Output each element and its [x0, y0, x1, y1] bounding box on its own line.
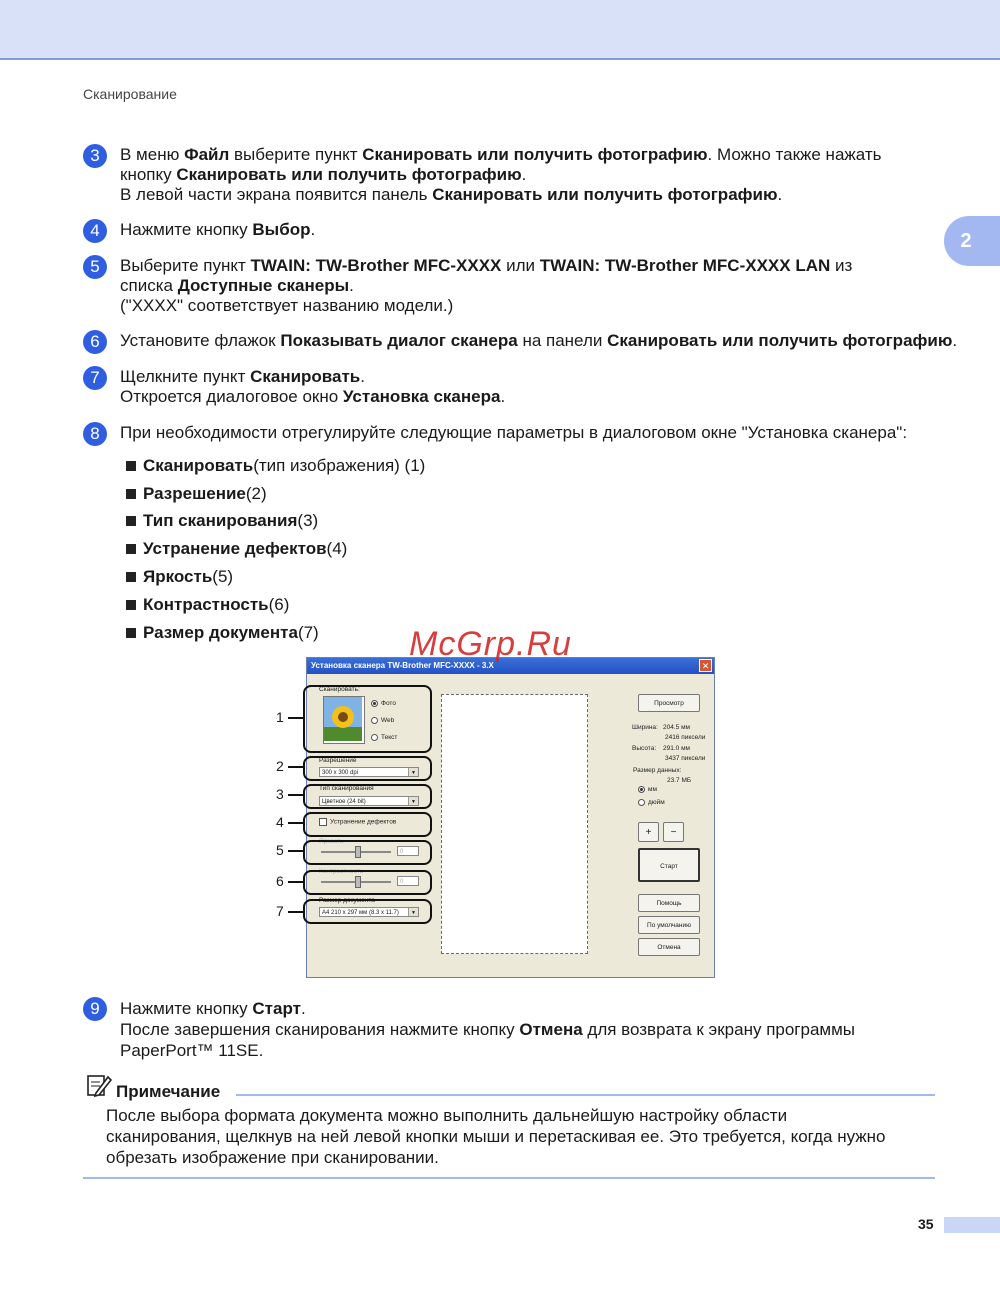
text-run: В меню — [120, 145, 185, 164]
step-number: 7 — [83, 366, 107, 390]
text-run: списка — [120, 276, 178, 295]
defects-checkbox[interactable]: Устранение дефектов — [319, 818, 396, 826]
callout-number: 6 — [276, 873, 284, 889]
list-item: Контрастность (6) — [126, 591, 425, 619]
text-run: . — [349, 276, 354, 295]
bold-term: Доступные сканеры — [177, 276, 350, 295]
step-3 — [83, 145, 943, 205]
zoom-in-icon[interactable]: + — [638, 822, 659, 842]
step-line — [120, 276, 943, 296]
text-run: . — [777, 185, 783, 204]
callout-line — [288, 766, 304, 768]
close-button[interactable]: ✕ — [699, 659, 712, 672]
callout-box — [303, 685, 432, 753]
text-run: . Можно также нажать — [707, 145, 882, 164]
note-icon — [86, 1073, 110, 1097]
text-run: . — [952, 331, 958, 350]
step-line — [120, 1019, 943, 1040]
step-number: 5 — [83, 255, 107, 279]
text-run: После завершения сканирования нажмите кнопку — [120, 1020, 520, 1039]
text-run: . — [360, 367, 365, 386]
bold-term: Выбор — [252, 220, 311, 239]
resolution-select[interactable]: 300 x 300 dpi ▼ — [319, 767, 419, 777]
step-line — [120, 998, 943, 1019]
bold-term: TWAIN: TW-Brother MFC-XXXX LAN — [539, 256, 831, 275]
bold-term: Установка сканера — [342, 387, 501, 406]
width-px: 2416 пиксели — [665, 734, 706, 741]
note-line-text: После выбора формата документа можно выполнить дальнейшую настройку области — [106, 1106, 788, 1125]
unit-mm-radio[interactable]: мм — [638, 786, 657, 793]
parameter-list — [126, 452, 425, 647]
text-run: . — [521, 165, 527, 184]
text-run: Откроется диалоговое окно — [120, 387, 343, 406]
data-size-label: Размер данных: — [633, 767, 682, 774]
callout-line — [288, 822, 304, 824]
contrast-value[interactable]: 0 — [397, 876, 419, 886]
header-band — [0, 0, 1000, 60]
step-line — [120, 1040, 943, 1061]
callout-box — [303, 756, 432, 781]
callout-number: 3 — [276, 786, 284, 802]
note-body — [106, 1105, 936, 1168]
list-item: Разрешение (2) — [126, 480, 425, 508]
callout-line — [288, 911, 304, 913]
height-px: 3437 пиксели — [665, 755, 706, 762]
bold-term: Сканировать — [250, 367, 361, 386]
step-6 — [83, 331, 958, 351]
callout-number: 4 — [276, 814, 284, 830]
callout-line — [288, 794, 304, 796]
callout-number: 5 — [276, 842, 284, 858]
option-text[interactable]: Текст — [371, 734, 397, 741]
preview-button[interactable]: Просмотр — [638, 694, 700, 712]
data-size-value: 23.7 МБ — [667, 777, 692, 784]
step-9 — [83, 998, 943, 1061]
step-number: 8 — [83, 422, 107, 446]
text-run: PaperPort™ 11SE. — [120, 1041, 264, 1060]
bold-term: Сканировать или получить фотографию — [176, 165, 522, 184]
step-number: 9 — [83, 997, 107, 1021]
step-8 — [83, 423, 943, 443]
option-web[interactable]: Web — [371, 717, 394, 724]
page-number: 35 — [918, 1216, 934, 1232]
bold-term: Файл — [184, 145, 230, 164]
note-line-text: обрезать изображение при сканировании. — [106, 1148, 439, 1167]
callout-line — [288, 881, 304, 883]
list-item: Сканировать (тип изображения) (1) — [126, 452, 425, 480]
step-number: 4 — [83, 219, 107, 243]
doc-size-label: Размер документа — [319, 897, 375, 904]
step-number: 6 — [83, 330, 107, 354]
callout-number: 2 — [276, 758, 284, 774]
bold-term: Отмена — [519, 1020, 583, 1039]
cancel-button[interactable]: Отмена — [638, 938, 700, 956]
chapter-tab: 2 — [944, 216, 1000, 266]
note-line-text: сканирования, щелкнув на ней левой кнопки мыши и перетаскивая ее. Это требуется, когда нужно — [106, 1127, 886, 1146]
page-bar — [944, 1217, 1000, 1233]
note-bottom-divider — [83, 1177, 935, 1179]
bold-term: TWAIN: TW-Brother MFC-XXXX — [250, 256, 502, 275]
callout-box — [303, 840, 432, 865]
text-run: Установите флажок — [120, 331, 281, 350]
start-button[interactable]: Старт — [638, 848, 700, 882]
step-line — [120, 387, 943, 407]
step-line — [120, 367, 943, 387]
width-label: Ширина: — [632, 724, 658, 731]
default-button[interactable]: По умолчанию — [638, 916, 700, 934]
text-run: . — [500, 387, 506, 406]
step-line — [120, 185, 943, 205]
text-run: ("XXXX" соответствует названию модели.) — [120, 296, 454, 315]
callout-box — [303, 812, 432, 837]
text-run: . — [300, 999, 306, 1018]
zoom-out-icon[interactable]: − — [663, 822, 684, 842]
list-item: Устранение дефектов (4) — [126, 535, 425, 563]
bold-term: Старт — [252, 999, 301, 1018]
text-run: При необходимости отрегулируйте следующие параметры в диалоговом окне "Установка сканера": — [120, 423, 908, 442]
dialog-title: Установка сканера TW-Brother MFC-XXXX - 3.X — [307, 658, 714, 674]
step-line — [120, 220, 943, 240]
text-run: или — [501, 256, 540, 275]
text-run: Нажмите кнопку — [120, 220, 253, 239]
preview-area[interactable] — [441, 694, 588, 954]
contrast-label: Контрастность — [319, 868, 364, 875]
text-run: . — [310, 220, 316, 239]
step-line — [120, 165, 943, 185]
list-item: Яркость (5) — [126, 563, 425, 591]
step-line — [120, 331, 958, 351]
height-label: Высота: — [632, 745, 657, 752]
step-number: 3 — [83, 144, 107, 168]
text-run: на панели — [517, 331, 608, 350]
callout-box — [303, 899, 432, 924]
text-run: В левой части экрана появится панель — [120, 185, 433, 204]
bold-term: Сканировать или получить фотографию — [607, 331, 953, 350]
scanner-dialog-figure — [270, 625, 730, 982]
step-4 — [83, 220, 943, 240]
help-button[interactable]: Помощь — [638, 894, 700, 912]
callout-box — [303, 870, 432, 895]
unit-inch-radio[interactable]: дюйм — [638, 799, 665, 806]
callout-box — [303, 784, 432, 809]
text-run: кнопку — [120, 165, 177, 184]
callout-line — [288, 850, 304, 852]
list-item: Тип сканирования (3) — [126, 508, 425, 536]
text-run: из — [830, 256, 853, 275]
list-item: Размер документа (7) — [126, 619, 425, 647]
height-mm: 291.0 мм — [663, 745, 691, 752]
note-title: Примечание — [116, 1082, 221, 1101]
doc-size-select[interactable]: A4 210 x 297 мм (8.3 x 11.7) ▼ — [319, 907, 419, 917]
text-run: выберите пункт — [229, 145, 363, 164]
scan-type-label: Тип сканирования — [319, 785, 374, 792]
step-line — [120, 145, 943, 165]
step-line — [120, 423, 943, 443]
text-run: Нажмите кнопку — [120, 999, 253, 1018]
scan-type-select[interactable]: Цветное (24 bit) ▼ — [319, 796, 419, 806]
callout-number: 1 — [276, 709, 284, 725]
step-5 — [83, 256, 943, 316]
step-7 — [83, 367, 943, 407]
note-divider — [236, 1094, 935, 1096]
option-photo[interactable]: Фото — [371, 700, 396, 707]
text-run: для возврата к экрану программы — [582, 1020, 856, 1039]
callout-number: 7 — [276, 903, 284, 919]
brightness-label: Яркость — [319, 838, 344, 845]
text-run: Выберите пункт — [120, 256, 251, 275]
section-title: Сканирование — [83, 86, 177, 102]
bold-term: Показывать диалог сканера — [280, 331, 518, 350]
scan-label: Сканировать: — [319, 686, 360, 693]
step-line — [120, 296, 943, 316]
width-mm: 204.5 мм — [663, 724, 691, 731]
resolution-label: Разрешение — [319, 757, 357, 764]
bold-term: Сканировать или получить фотографию — [432, 185, 778, 204]
text-run: Щелкните пункт — [120, 367, 251, 386]
step-line — [120, 256, 943, 276]
callout-line — [288, 717, 304, 719]
bold-term: Сканировать или получить фотографию — [362, 145, 708, 164]
watermark: McGrp.Ru — [409, 625, 572, 663]
brightness-value[interactable]: 0 — [397, 846, 419, 856]
